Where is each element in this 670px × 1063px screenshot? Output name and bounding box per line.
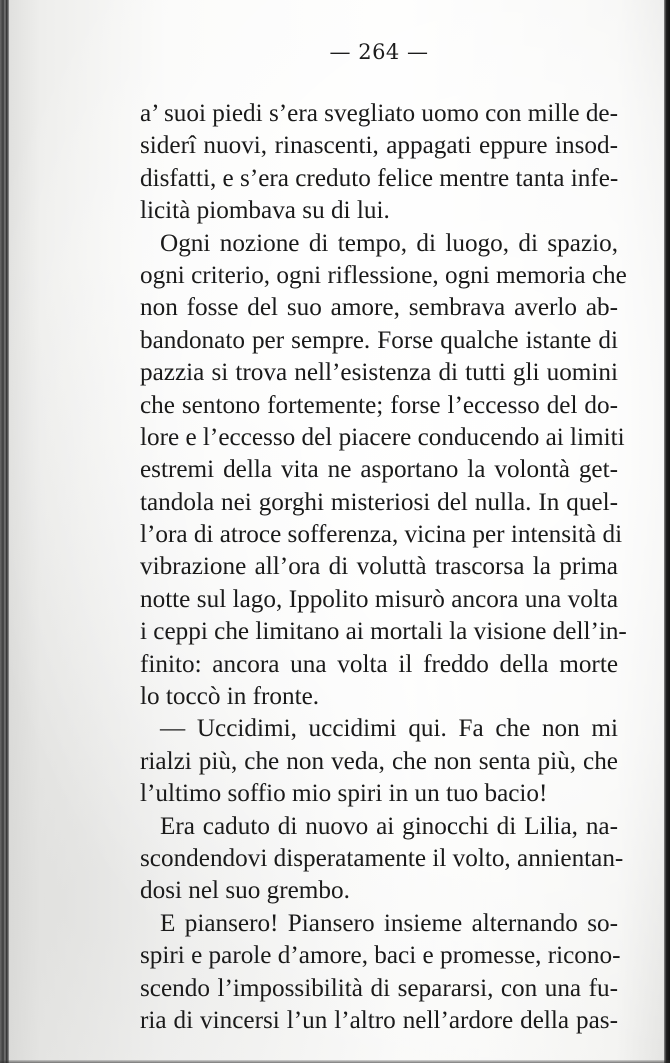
text-line: Ogni nozione di tempo, di luogo, di spazio, [160, 229, 618, 257]
text-line: ogni criterio, ogni riflessione, ogni memoria che [140, 261, 627, 289]
text-line: disfatti, e s’era creduto felice mentre tanta infe- [140, 164, 619, 192]
paragraph [140, 908, 621, 1038]
paragraph [140, 713, 618, 810]
text-line: dosi nel suo grembo. [140, 877, 350, 905]
text-line: lore e l’eccesso del piacere conducendo ai limiti [140, 423, 625, 451]
text-line: Era caduto di nuovo ai ginocchi di Lilia, na- [160, 812, 618, 840]
text-line: licità piombava su di lui. [140, 197, 390, 225]
text-line: notte sul lago, Ippolito misurò ancora una volta [140, 585, 618, 613]
text-line: E piansero! Piansero insieme alternando so- [160, 909, 618, 937]
text-line: rialzi più, che non veda, che non senta più, che [140, 747, 618, 775]
page-number: — 264 — [329, 40, 429, 64]
text-line: non fosse del suo amore, sembrava averlo ab- [140, 294, 618, 322]
text-line: l’ora di atroce sofferenza, vicina per intensità di [140, 521, 623, 549]
text-line: ria di vincersi l’un l’altro nell’ardore della pas- [140, 1006, 618, 1034]
text-line: finito: ancora una volta il freddo della morte [140, 650, 618, 678]
text-line: pazzia si trova nell’esistenza di tutti gli uomini [140, 359, 618, 387]
text-line: siderî nuovi, rinascenti, appagati eppure insod- [140, 132, 618, 160]
text-line: estremi della vita ne asportano la volontà get- [140, 456, 618, 484]
paragraph [140, 228, 627, 714]
text-line: vibrazione all’ora di voluttà trascorsa la prima [140, 553, 618, 581]
paragraph [140, 811, 624, 908]
text-line: bandonato per sempre. Forse qualche istante di [140, 326, 618, 354]
text-line: l’ultimo soffio mio spiri in un tuo bacio! [140, 780, 548, 808]
text-line: scendo l’impossibilità di separarsi, con una fu- [140, 974, 618, 1002]
text-line: spiri e parole d’amore, baci e promesse, ricono- [140, 942, 621, 970]
text-line: lo toccò in fronte. [140, 683, 320, 711]
page-right-edge [664, 0, 670, 1063]
text-line: a’ suoi piedi s’era svegliato uomo con mille de- [140, 100, 618, 127]
text-line: i ceppi che limitano ai mortali la visione dell’in- [140, 618, 627, 646]
text-line: tandola nei gorghi misteriosi del nulla. In quel- [140, 488, 618, 516]
text-line: scondendovi disperatamente il volto, annientan- [140, 844, 624, 872]
body-text [140, 98, 627, 1037]
paragraph [140, 98, 618, 228]
text-line: che sentono fortemente; forse l’eccesso del do- [140, 391, 618, 419]
page-left-edge [0, 0, 9, 1063]
text-line: — Uccidimi, uccidimi qui. Fa che non mi [160, 715, 618, 743]
